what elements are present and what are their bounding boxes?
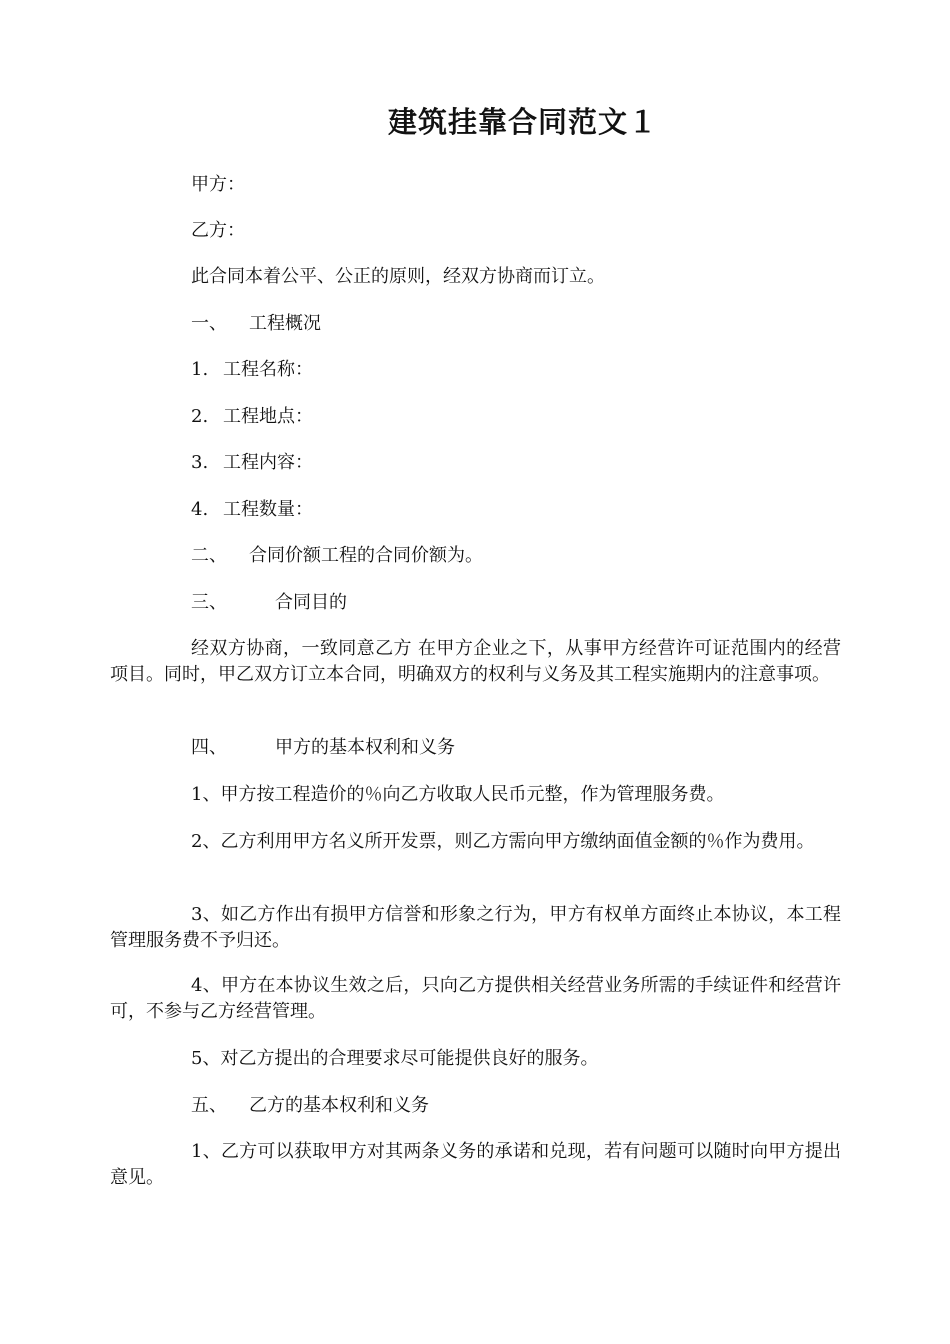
party-b-line: 乙方： <box>191 220 245 241</box>
section-title: 乙方的基本权利和义务 <box>249 1095 429 1116</box>
b-duty-1: 1、乙方可以获取甲方对其两条义务的承诺和兑现，若有问题可以随时向甲方提出意见。 <box>110 1141 841 1188</box>
item-number: 4. <box>191 499 209 520</box>
item-number: 2. <box>191 406 209 427</box>
a-duty-4: 4、甲方在本协议生效之后，只向乙方提供相关经营业务所需的手续证件和经营许可，不参与乙方经营管理。 <box>110 975 841 1022</box>
section-3-heading <box>191 590 347 616</box>
item-1 <box>191 357 313 383</box>
a-duty-2: 2、乙方利用甲方名义所开发票，则乙方需向甲方缴纳面值金额的％作为费用。 <box>191 831 815 852</box>
section-1-heading <box>191 311 321 337</box>
item-2 <box>191 404 313 430</box>
party-a-line: 甲方： <box>191 174 245 195</box>
section-number: 三、 <box>191 592 227 613</box>
a-duty-1: 1、甲方按工程造价的％向乙方收取人民币元整，作为管理服务费。 <box>191 784 725 805</box>
section-4-heading <box>191 735 455 761</box>
section-number: 四、 <box>191 737 227 758</box>
intro-line: 此合同本着公平、公正的原则，经双方协商而订立。 <box>191 266 605 287</box>
item-label: 工程地点： <box>223 406 313 427</box>
section-5-heading <box>191 1093 429 1119</box>
section-title: 甲方的基本权利和义务 <box>275 737 455 758</box>
purpose-paragraph: 经双方协商，一致同意乙方 在甲方企业之下，从事甲方经营许可证范围内的经营项目。同时，甲乙双方订立本合同，明确双方的权利与义务及其工程实施期内的注意事项。 <box>110 638 841 685</box>
item-number: 1. <box>191 359 209 380</box>
section-title: 合同价额工程的合同价额为。 <box>249 545 483 566</box>
section-number: 一、 <box>191 313 227 334</box>
item-4 <box>191 497 313 523</box>
item-label: 工程数量： <box>223 499 313 520</box>
a-duty-3: 3、如乙方作出有损甲方信誉和形象之行为，甲方有权单方面终止本协议，本工程管理服务费不予归还。 <box>110 904 841 951</box>
section-title: 工程概况 <box>249 313 321 334</box>
section-number: 五、 <box>191 1095 227 1116</box>
item-label: 工程内容： <box>223 452 313 473</box>
item-label: 工程名称： <box>223 359 313 380</box>
item-number: 3. <box>191 452 209 473</box>
item-3 <box>191 450 313 476</box>
a-duty-5: 5、对乙方提出的合理要求尽可能提供良好的服务。 <box>191 1048 599 1069</box>
section-2-heading <box>191 543 483 569</box>
section-title: 合同目的 <box>275 592 347 613</box>
section-number: 二、 <box>191 545 227 566</box>
document-title: 建筑挂靠合同范文１ <box>387 105 658 139</box>
